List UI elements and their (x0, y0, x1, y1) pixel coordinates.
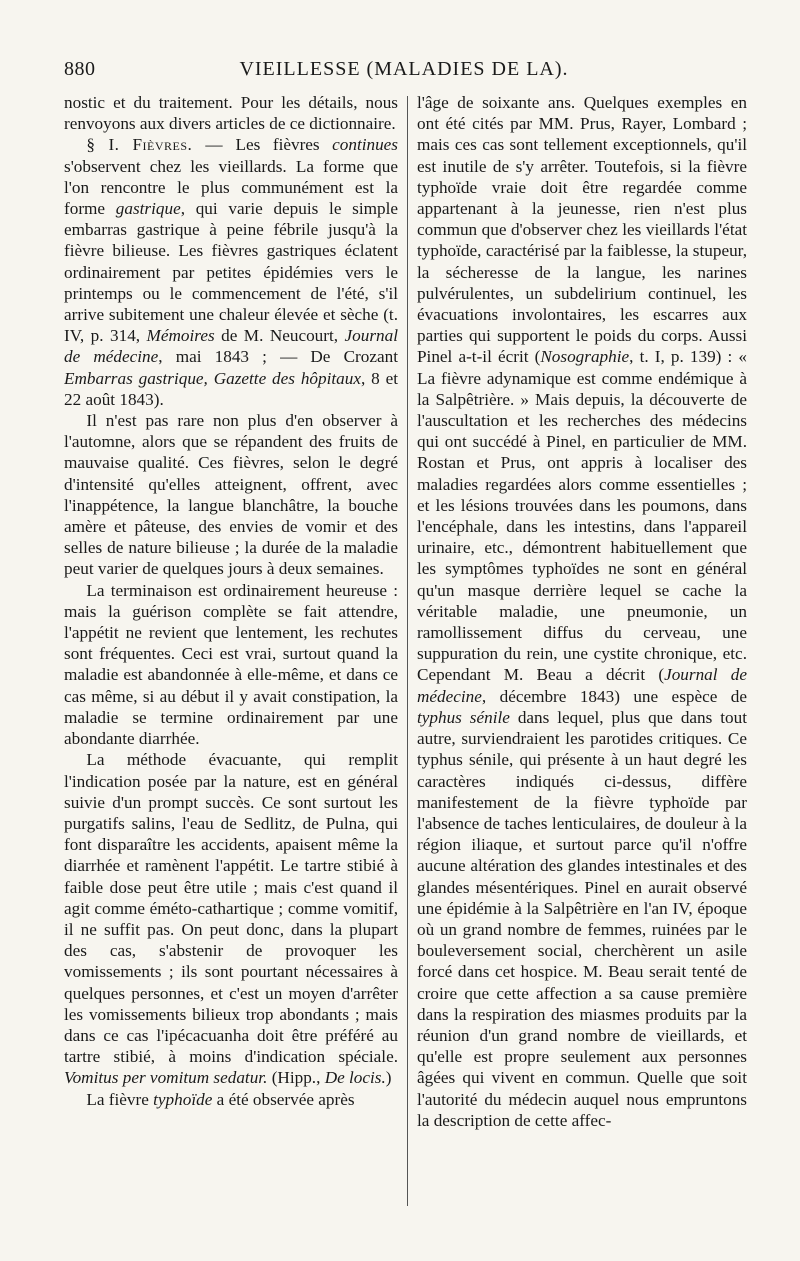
page-header (64, 58, 744, 88)
paragraph: l'âge de soixante ans. Quelques exemples en ont été cités par MM. Prus, Rayer, Lombard ; mais ces cas sont tellement exceptionnels, qu'il est inutile de s'y arrêter. Toutefois, si la fièvre typhoïde vraie doit être regardée comme appartenant à la jeunesse, rien n'est plus commun que d'observer chez les vieillards l'état typhoïde, caractérisé par la faiblesse, la stupeur, la sécheresse de la langue, les narines pulvérulentes, un subdelirium continuel, les évacuations involontaires, les escarres aux parties qui supportent le poids du corps. Aussi Pinel a-t-il écrit (Nosographie, t. I, p. 139) : « La fièvre adynamique est comme endémique à la Salpêtrière. » Mais depuis, la découverte de l'auscultation et les recherches des médecins qui ont succédé à Pinel, en particulier de MM. Rostan et Prus, ont appris à localiser des maladies regardées alors comme essentielles ; et les lésions trouvées dans les poumons, dans l'encéphale, dans les intestins, dans l'appareil urinaire, etc., démontrent habituellement que les symptômes typhoïdes ne sont en général qu'un masque derrière lequel se cache la véritable maladie, une pneumonie, un ramollissement diffus du cerveau, une suppuration du rein, une cystite chronique, etc. Cependant M. Beau a décrit (Journal de médecine, décembre 1843) une espèce de typhus sénile dans lequel, plus que dans tout autre, surviendraient les parotides critiques. Ce typhus sénile, qui présente à un haut degré les caractères indiqués ci-dessus, diffère manifestement de la fièvre typhoïde par l'absence de taches lenticulaires, de douleur à la région iliaque, et surtout parce qu'il n'offre aucune altération des glandes intestinales et des glandes mésentériques. Pinel en aurait observé une épidémie à la Salpêtrière en l'an IV, époque où un grand nombre de femmes, ruinées par le bouleversement social, cherchèrent un asile forcé dans cet hospice. M. Beau serait tenté de croire que cette affection a sa cause première dans la respiration des miasmes produits par la réunion d'un grand nombre de vieillards, et qu'elle est propre seulement aux personnes âgées qui vivent en commun. Quelle que soit l'autorité du médecin auquel nous empruntons la description de cette affec- (417, 93, 747, 1130)
page-number: 880 (64, 58, 96, 80)
paragraph: La terminaison est ordinairement heureuse : mais la guérison complète se fait attendre, l'appétit ne revient que lentement, les rechutes sont fréquentes. Ceci est vrai, surtout quand la maladie est abandonnée à elle-même, et dans ce cas même, si au début il y avait constipation, la maladie se termine ordinairement par une abondante diarrhée. (64, 580, 398, 749)
column-divider (407, 96, 408, 1206)
paragraph: La méthode évacuante, qui remplit l'indication posée par la nature, est en général suivie d'un prompt succès. Ce sont surtout les purgatifs salins, l'eau de Sedlitz, de Pulna, qui font disparaître les accidents, apaisent même la diarrhée et ramènent l'appétit. Le tartre stibié à faible dose peut être utile ; mais c'est quand il agit comme éméto-cathartique ; comme vomitif, il ne suffit pas. On peut donc, dans la plupart des cas, s'abstenir de provoquer les vomissements ; ils sont pourtant nécessaires à quelques personnes, et c'est un moyen d'arrêter les vomissements bilieux trop abondants ; mais dans ce cas l'ipécacuanha doit être préféré au tartre stibié, à moins d'indication spéciale. Vomitus per vomitum sedatur. (Hipp., De locis.) (64, 750, 398, 1088)
left-column (64, 92, 398, 1212)
paragraph: nostic et du traitement. Pour les détails, nous renvoyons aux divers articles de ce dictionnaire. (64, 93, 398, 134)
paragraph: La fièvre typhoïde a été observée après (86, 1089, 355, 1109)
right-column (417, 92, 747, 1212)
running-title: VIEILLESSE (MALADIES DE LA). (239, 58, 569, 80)
section-heading: § I. Fièvres. — (86, 135, 224, 155)
paragraph-fievres: § I. Fièvres. — Les fièvres continues s'observent chez les vieillards. La forme que l'on rencontre le plus communément est la forme gastrique, qui varie depuis le simple embarras gastrique à peine fébrile jusqu'à la fièvre bilieuse. Les fièvres gastriques éclatent ordinairement par petites épidémies vers le printemps ou le commencement de l'été, s'il arrive subitement une chaleur élevée et sèche (t. IV, p. 314, Mémoires de M. Neucourt, Journal de médecine, mai 1843 ; — De Crozant Embarras gastrique, Gazette des hôpitaux, 8 et 22 août 1843). (64, 135, 398, 409)
paragraph: Il n'est pas rare non plus d'en observer à l'automne, alors que se répandent des fruits de mauvaise qualité. Ces fièvres, selon le degré d'intensité qu'elles atteignent, offrent, avec l'inappétence, la langue blanchâtre, la bouche amère et pâteuse, des envies de vomir et des selles de nature bilieuse ; la durée de la maladie peut varier de quelques jours à deux semaines. (64, 411, 398, 579)
